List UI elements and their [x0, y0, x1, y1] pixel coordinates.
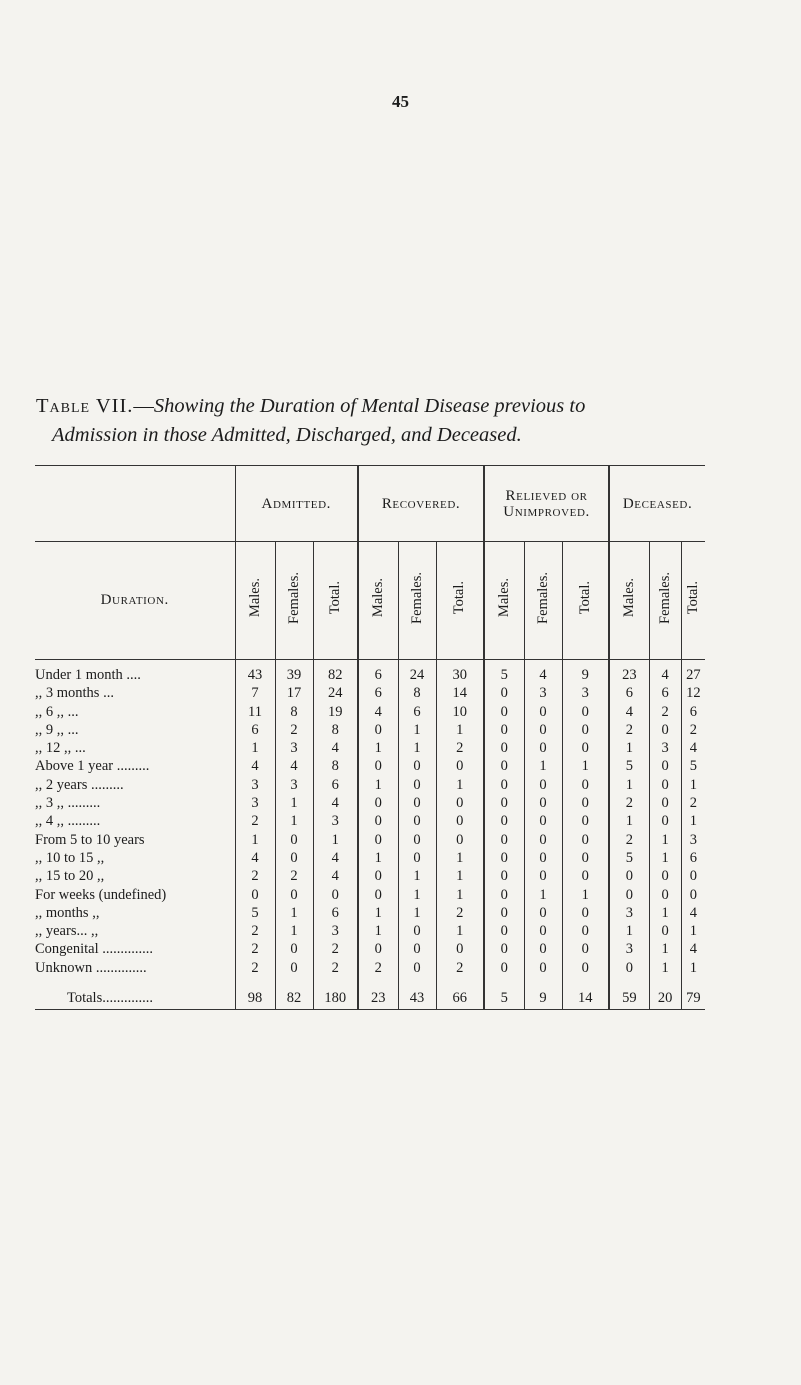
table-cell: 2: [609, 794, 649, 812]
table-cell: 0: [484, 922, 524, 940]
row-label: ,, 3 months ...: [35, 685, 114, 702]
sub-header-cell: [681, 542, 705, 660]
table-cell: 0: [484, 940, 524, 958]
table-cell: 14: [436, 684, 484, 702]
table-cell: 0: [562, 721, 609, 739]
table-cell: 1: [436, 776, 484, 794]
table-cell: 19: [313, 703, 358, 721]
table-cell: 2: [235, 867, 275, 885]
table-cell: 0: [524, 812, 562, 830]
table-cell: 0: [484, 703, 524, 721]
deceased-females-header: Females.: [656, 572, 673, 624]
table-cell: 0: [562, 940, 609, 958]
table-cell: 0: [562, 867, 609, 885]
table-cell: 3: [275, 776, 313, 794]
table-row: [35, 867, 705, 885]
table-cell: 0: [484, 812, 524, 830]
table-cell: 1: [235, 831, 275, 849]
table-cell: 6: [609, 684, 649, 702]
table-cell: 82: [275, 977, 313, 1010]
table-cell: 0: [649, 886, 681, 904]
table-cell: 2: [609, 721, 649, 739]
row-label: ,, years... ,,: [35, 923, 99, 940]
table-cell: 0: [275, 940, 313, 958]
table-cell: 2: [649, 703, 681, 721]
table-cell: 1: [398, 867, 436, 885]
table-cell: 6: [358, 684, 398, 702]
table-cell: 1: [358, 849, 398, 867]
sub-header-row: [35, 542, 705, 660]
table-cell: 7: [235, 684, 275, 702]
sub-header-cell: [235, 542, 275, 660]
table-cell: 9: [524, 977, 562, 1010]
table-cell: 3: [524, 684, 562, 702]
table-cell: 1: [398, 904, 436, 922]
table-cell: 1: [313, 831, 358, 849]
deceased-total-header: Total.: [684, 581, 701, 615]
table-cell: 8: [313, 721, 358, 739]
table-cell: 0: [524, 721, 562, 739]
table-cell: 4: [235, 757, 275, 775]
table-row: [35, 757, 705, 775]
page-number: 45: [392, 92, 409, 111]
table-cell: 1: [649, 831, 681, 849]
table-cell: 0: [681, 867, 705, 885]
table-cell: 3: [235, 794, 275, 812]
table-cell: 0: [398, 794, 436, 812]
table-cell: 6: [681, 703, 705, 721]
table-cell: 0: [358, 721, 398, 739]
table-cell: 1: [358, 904, 398, 922]
table-cell: 1: [649, 940, 681, 958]
table-cell: 2: [275, 721, 313, 739]
table-cell: 0: [562, 794, 609, 812]
row-label: ,, months ,,: [35, 904, 100, 921]
table-cell: 1: [275, 922, 313, 940]
caption-title-line-1: Showing the Duration of Mental Disease previous to: [153, 395, 586, 417]
table-cell: 0: [562, 922, 609, 940]
table-cell: 1: [358, 739, 398, 757]
table-cell: 0: [524, 776, 562, 794]
table-cell: 0: [562, 703, 609, 721]
table-cell: 1: [681, 776, 705, 794]
table-row: [35, 886, 705, 904]
table-cell: 2: [681, 721, 705, 739]
table-cell: 0: [358, 757, 398, 775]
table-cell: 0: [358, 867, 398, 885]
table-cell: 5: [484, 977, 524, 1010]
table-cell: 0: [524, 959, 562, 977]
table-cell: 0: [562, 904, 609, 922]
table-cell: 0: [649, 794, 681, 812]
table-cell: 6: [681, 849, 705, 867]
table-row: [35, 684, 705, 702]
table-row: [35, 721, 705, 739]
table-cell: 0: [398, 959, 436, 977]
table-cell: 0: [313, 886, 358, 904]
table-row: [35, 812, 705, 830]
table-cell: 3: [313, 812, 358, 830]
table-cell: 5: [609, 757, 649, 775]
sub-header-cell: [649, 542, 681, 660]
table-cell: 1: [681, 959, 705, 977]
table-cell: 2: [436, 959, 484, 977]
table-cell: 3: [681, 831, 705, 849]
table-cell: 1: [649, 904, 681, 922]
table-cell: 2: [235, 812, 275, 830]
table-cell: 0: [358, 831, 398, 849]
table-cell: 0: [524, 940, 562, 958]
table-cell: 0: [681, 886, 705, 904]
table-cell: 3: [609, 940, 649, 958]
table-cell: 4: [681, 940, 705, 958]
table-cell: 0: [649, 757, 681, 775]
table-cell: 4: [609, 703, 649, 721]
table-cell: 0: [484, 831, 524, 849]
table-cell: 0: [649, 776, 681, 794]
table-cell: 24: [398, 660, 436, 685]
table-cell: 0: [609, 886, 649, 904]
group-header-row: [35, 466, 705, 542]
table-cell: 0: [649, 922, 681, 940]
table-cell: 0: [484, 849, 524, 867]
relieved-males-header: Males.: [495, 578, 512, 618]
table-cell: 4: [681, 739, 705, 757]
table-cell: 24: [313, 684, 358, 702]
table-cell: 14: [562, 977, 609, 1010]
table-cell: 1: [681, 922, 705, 940]
admitted-total-header: Total.: [326, 581, 343, 615]
sub-header-cell: [562, 542, 609, 660]
caption-title-line-2: Admission in those Admitted, Discharged, and Deceased.: [52, 424, 522, 446]
table-cell: 3: [313, 922, 358, 940]
table-cell: 1: [681, 812, 705, 830]
table-cell: 6: [358, 660, 398, 685]
table-cell: 0: [398, 940, 436, 958]
table-cell: 8: [398, 684, 436, 702]
table-cell: 43: [235, 660, 275, 685]
table-cell: 0: [275, 959, 313, 977]
duration-table: [35, 465, 705, 1010]
table-cell: 0: [484, 776, 524, 794]
table-cell: 23: [609, 660, 649, 685]
table-cell: 4: [313, 849, 358, 867]
table-cell: 1: [436, 922, 484, 940]
duration-spacer: [35, 466, 235, 542]
table-cell: 0: [562, 812, 609, 830]
row-label: Unknown ..............: [35, 959, 147, 976]
table-cell: 3: [562, 684, 609, 702]
table-cell: 0: [484, 721, 524, 739]
table-cell: 0: [358, 886, 398, 904]
table-cell: 3: [649, 739, 681, 757]
table-cell: 0: [524, 867, 562, 885]
table-cell: 1: [235, 739, 275, 757]
table-cell: 1: [609, 739, 649, 757]
table-cell: 1: [562, 886, 609, 904]
table-cell: 0: [562, 959, 609, 977]
table-cell: 0: [436, 757, 484, 775]
table-cell: 0: [649, 812, 681, 830]
table-cell: 0: [524, 922, 562, 940]
table-cell: 0: [524, 794, 562, 812]
row-label: Above 1 year .........: [35, 758, 150, 775]
table-row: [35, 831, 705, 849]
table-row: [35, 776, 705, 794]
table-row: [35, 904, 705, 922]
table-cell: 0: [484, 794, 524, 812]
table-cell: 8: [313, 757, 358, 775]
table-cell: 6: [398, 703, 436, 721]
caption-dash: —: [133, 395, 154, 417]
table-cell: 1: [609, 812, 649, 830]
table-cell: 1: [436, 721, 484, 739]
sub-header-cell: [609, 542, 649, 660]
row-label: ,, 9 ,, ...: [35, 721, 79, 738]
table-row: [35, 703, 705, 721]
table-cell: 10: [436, 703, 484, 721]
table-cell: 23: [358, 977, 398, 1010]
table-cell: 2: [235, 922, 275, 940]
table-cell: 20: [649, 977, 681, 1010]
table-cell: 0: [398, 849, 436, 867]
row-label: ,, 10 to 15 ,,: [35, 849, 105, 866]
relieved-females-header: Females.: [534, 572, 551, 624]
caption-lead: Table VII.: [36, 395, 134, 417]
table-cell: 9: [562, 660, 609, 685]
table-cell: 1: [562, 757, 609, 775]
table-cell: 0: [484, 886, 524, 904]
group-deceased: Deceased.: [609, 466, 705, 542]
table-cell: 12: [681, 684, 705, 702]
sub-header-cell: [398, 542, 436, 660]
table-cell: 0: [398, 922, 436, 940]
table-cell: 0: [484, 757, 524, 775]
table-cell: 0: [436, 812, 484, 830]
table-cell: 3: [609, 904, 649, 922]
table-cell: 3: [235, 776, 275, 794]
table-cell: 1: [649, 959, 681, 977]
table-cell: 1: [436, 849, 484, 867]
table-cell: 1: [398, 739, 436, 757]
table-cell: 0: [562, 776, 609, 794]
table-cell: 2: [235, 940, 275, 958]
table-cell: 4: [313, 794, 358, 812]
recovered-males-header: Males.: [369, 578, 386, 618]
table-cell: 82: [313, 660, 358, 685]
table-cell: 4: [524, 660, 562, 685]
table-cell: 0: [436, 831, 484, 849]
table-cell: 0: [524, 831, 562, 849]
table-cell: 59: [609, 977, 649, 1010]
table-cell: 6: [235, 721, 275, 739]
table-cell: 2: [235, 959, 275, 977]
table-row: [35, 922, 705, 940]
table-cell: 6: [649, 684, 681, 702]
table-cell: 4: [358, 703, 398, 721]
row-label: Congenital ..............: [35, 941, 154, 958]
row-label: ,, 2 years .........: [35, 776, 124, 793]
table-cell: 1: [398, 886, 436, 904]
table-cell: 5: [609, 849, 649, 867]
table-cell: 0: [484, 867, 524, 885]
table-cell: 4: [275, 757, 313, 775]
table-cell: 1: [275, 812, 313, 830]
row-label: ,, 4 ,, .........: [35, 813, 101, 830]
table-cell: 0: [562, 831, 609, 849]
table-cell: 5: [681, 757, 705, 775]
table-cell: 0: [609, 959, 649, 977]
table-cell: 0: [275, 886, 313, 904]
table-cell: 2: [436, 739, 484, 757]
table-row: [35, 660, 705, 685]
table-cell: 2: [436, 904, 484, 922]
recovered-females-header: Females.: [408, 572, 425, 624]
table-cell: 0: [235, 886, 275, 904]
table-cell: 5: [484, 660, 524, 685]
table-cell: 0: [275, 849, 313, 867]
table-cell: 30: [436, 660, 484, 685]
table-cell: 8: [275, 703, 313, 721]
group-admitted: Admitted.: [235, 466, 358, 542]
table-cell: 0: [436, 940, 484, 958]
table-cell: 0: [398, 776, 436, 794]
table-cell: 0: [398, 757, 436, 775]
table-cell: 0: [524, 703, 562, 721]
row-label: From 5 to 10 years: [35, 831, 145, 848]
deceased-males-header: Males.: [620, 578, 637, 618]
group-recovered: Recovered.: [358, 466, 484, 542]
table-cell: 11: [235, 703, 275, 721]
table-cell: 5: [235, 904, 275, 922]
table-cell: 1: [524, 757, 562, 775]
table-cell: 0: [609, 867, 649, 885]
admitted-males-header: Males.: [246, 578, 263, 618]
table-cell: 1: [609, 922, 649, 940]
table-cell: 1: [436, 867, 484, 885]
table-cell: 0: [358, 812, 398, 830]
row-label: For weeks (undefined): [35, 886, 167, 903]
sub-header-cell: [484, 542, 524, 660]
table-cell: 0: [398, 831, 436, 849]
table-cell: 3: [275, 739, 313, 757]
table-row: [35, 959, 705, 977]
table-cell: 27: [681, 660, 705, 685]
sub-header-cell: [275, 542, 313, 660]
table-cell: 2: [609, 831, 649, 849]
sub-header-cell: [313, 542, 358, 660]
table-cell: 0: [484, 959, 524, 977]
table-cell: 4: [313, 867, 358, 885]
table-cell: 4: [313, 739, 358, 757]
duration-header-cell: [35, 542, 235, 660]
table-cell: 0: [562, 739, 609, 757]
table-cell: 4: [681, 904, 705, 922]
totals-row: [35, 977, 705, 1010]
recovered-total-header: Total.: [451, 581, 468, 615]
table-cell: 0: [484, 684, 524, 702]
table-cell: 1: [524, 886, 562, 904]
table-cell: 4: [649, 660, 681, 685]
table-cell: 4: [235, 849, 275, 867]
table-cell: 0: [524, 849, 562, 867]
sub-header-cell: [358, 542, 398, 660]
table-cell: 1: [398, 721, 436, 739]
table-cell: 1: [275, 794, 313, 812]
table-row: [35, 739, 705, 757]
table-cell: 0: [524, 739, 562, 757]
duration-header: Duration.: [100, 592, 169, 608]
relieved-total-header: Total.: [576, 581, 593, 615]
caption-line-2: [36, 421, 766, 450]
table-cell: 39: [275, 660, 313, 685]
table-cell: 1: [358, 776, 398, 794]
table-cell: 2: [275, 867, 313, 885]
table-cell: 0: [524, 904, 562, 922]
table-cell: 0: [358, 794, 398, 812]
table-cell: 1: [358, 922, 398, 940]
caption-line-1: [36, 392, 766, 421]
table-cell: 98: [235, 977, 275, 1010]
table-cell: 1: [436, 886, 484, 904]
table-row: [35, 794, 705, 812]
row-label: ,, 3 ,, .........: [35, 795, 101, 812]
table-cell: 79: [681, 977, 705, 1010]
table-cell: 66: [436, 977, 484, 1010]
table-cell: 0: [436, 794, 484, 812]
table-cell: 0: [358, 940, 398, 958]
row-label: ,, 12 ,, ...: [35, 740, 86, 757]
table-cell: 43: [398, 977, 436, 1010]
admitted-females-header: Females.: [285, 572, 302, 624]
table-caption: [36, 392, 766, 450]
table-cell: 0: [275, 831, 313, 849]
table-cell: 6: [313, 904, 358, 922]
table-cell: 2: [313, 959, 358, 977]
table-cell: 0: [484, 739, 524, 757]
table-body: [35, 660, 705, 1010]
table-cell: 0: [562, 849, 609, 867]
row-label: Totals..............: [35, 977, 235, 1010]
table-cell: 17: [275, 684, 313, 702]
table-cell: 2: [358, 959, 398, 977]
table-cell: 0: [484, 904, 524, 922]
table-cell: 0: [649, 721, 681, 739]
table-cell: 0: [398, 812, 436, 830]
table-cell: 180: [313, 977, 358, 1010]
table-cell: 0: [649, 867, 681, 885]
table-cell: 2: [681, 794, 705, 812]
table-cell: 1: [609, 776, 649, 794]
sub-header-cell: [436, 542, 484, 660]
table-row: [35, 940, 705, 958]
table-cell: 6: [313, 776, 358, 794]
row-label: ,, 6 ,, ...: [35, 703, 79, 720]
group-relieved: Relieved or Unimproved.: [484, 466, 609, 542]
table-row: [35, 849, 705, 867]
table-cell: 1: [275, 904, 313, 922]
table-cell: 2: [313, 940, 358, 958]
row-label: ,, 15 to 20 ,,: [35, 868, 105, 885]
row-label: Under 1 month ....: [35, 667, 141, 683]
table-cell: 1: [649, 849, 681, 867]
sub-header-cell: [524, 542, 562, 660]
